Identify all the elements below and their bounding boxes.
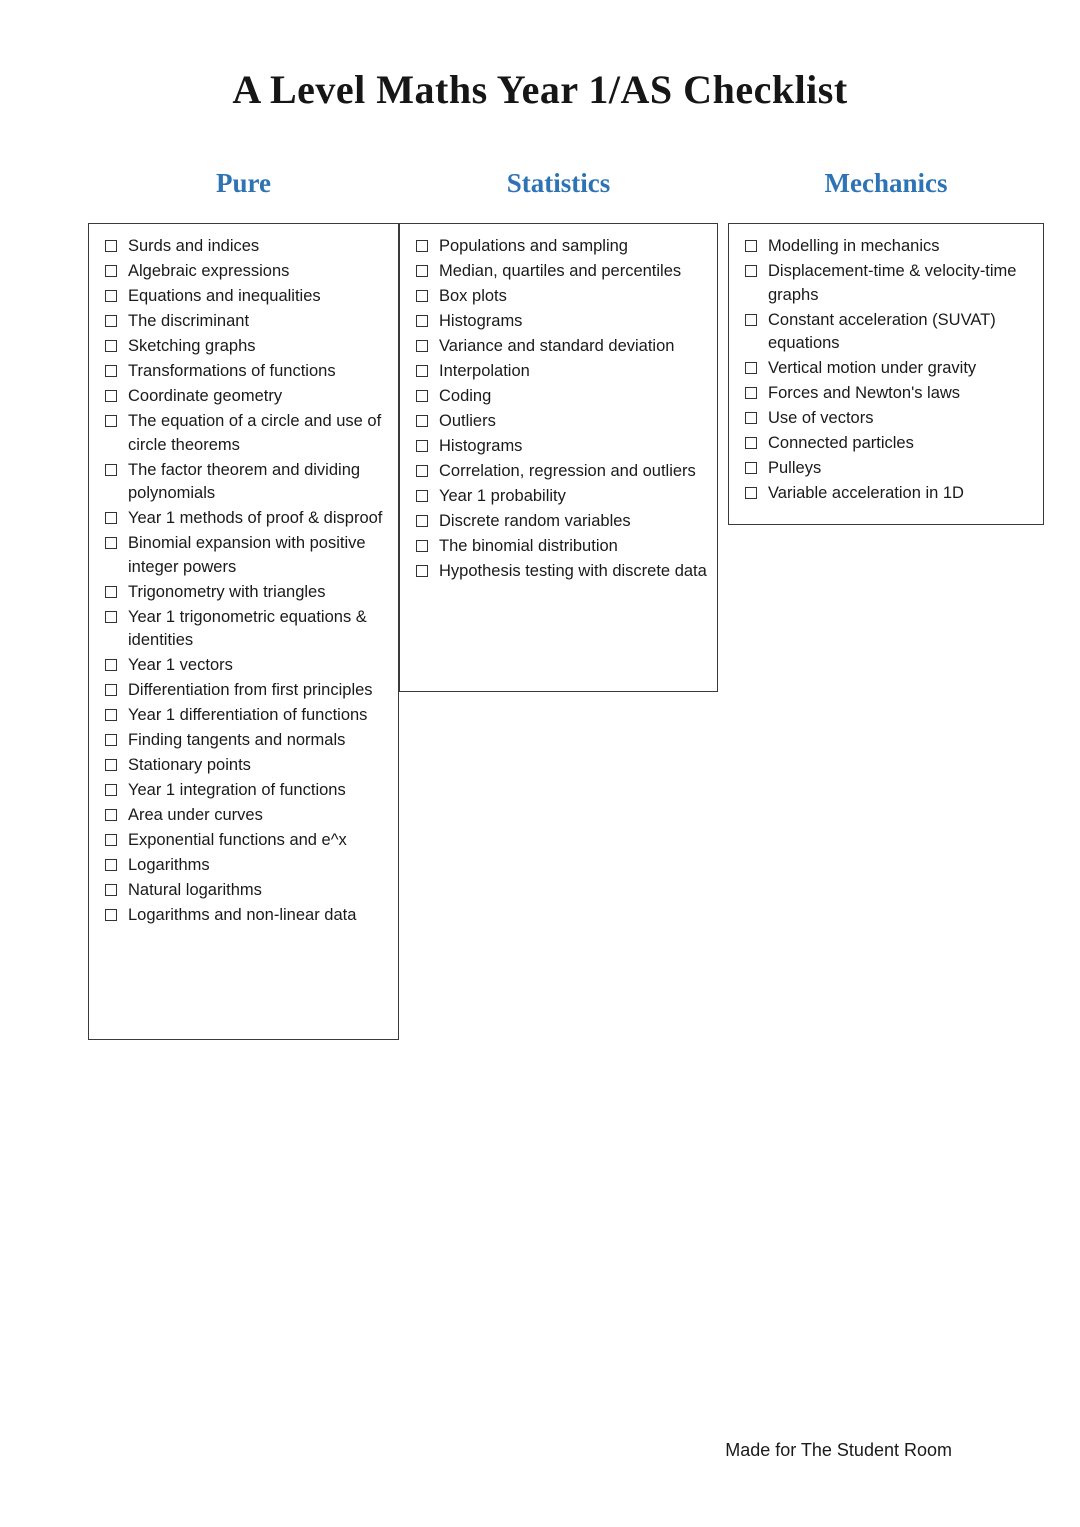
checklist-item [104, 804, 393, 828]
checklist-item [104, 854, 393, 878]
checklist-item [744, 482, 1038, 506]
checklist-item-label: Year 1 probability [439, 487, 566, 505]
column-header-statistics: Statistics [506, 168, 611, 198]
checklist-item-label: Coordinate geometry [128, 387, 283, 405]
checklist-item-label: The binomial distribution [439, 537, 618, 555]
checkbox-icon[interactable] [105, 537, 117, 549]
checklist-item-label: Year 1 integration of functions [128, 781, 346, 799]
checkbox-icon[interactable] [416, 390, 428, 402]
checklist-item [744, 357, 1038, 381]
mechanics-checklist-box [728, 223, 1044, 525]
checkbox-icon[interactable] [105, 759, 117, 771]
checklist-item [104, 754, 393, 778]
checklist-item-label: Algebraic expressions [128, 262, 290, 280]
checklist-item-label: Connected particles [768, 434, 914, 452]
statistics-checklist-box [399, 223, 718, 692]
checklist-item [104, 235, 393, 259]
checkbox-icon[interactable] [416, 465, 428, 477]
checklist-item-label: The factor theorem and dividing polynomials [128, 460, 361, 502]
checklist-item [104, 360, 393, 384]
checklist-item [104, 410, 393, 457]
checklist-item-label: Logarithms and non-linear data [128, 906, 357, 924]
checklist-item [104, 654, 393, 678]
checklist-item-label: Variable acceleration in 1D [768, 484, 964, 502]
checkbox-icon[interactable] [745, 412, 757, 424]
checkbox-icon[interactable] [745, 314, 757, 326]
checkbox-icon[interactable] [416, 265, 428, 277]
column-header-pure: Pure [216, 168, 271, 198]
checklist-item [415, 560, 712, 584]
checklist-item-label: Use of vectors [768, 409, 874, 427]
checkbox-icon[interactable] [745, 487, 757, 499]
checklist-item [415, 510, 712, 534]
checkbox-icon[interactable] [105, 909, 117, 921]
checklist-item [104, 532, 393, 579]
pure-checklist-box [88, 223, 399, 1040]
checklist-item [104, 606, 393, 653]
checkbox-icon[interactable] [416, 240, 428, 252]
checklist-item-label: Area under curves [128, 806, 263, 824]
checklist-item-label: Box plots [439, 287, 507, 305]
checklist-item [415, 260, 712, 284]
checkbox-icon[interactable] [745, 265, 757, 277]
checklist-item-label: The discriminant [128, 312, 250, 330]
checkbox-icon[interactable] [416, 565, 428, 577]
checklist-item-label: Natural logarithms [128, 881, 262, 899]
checkbox-icon[interactable] [105, 834, 117, 846]
checklist-item [104, 310, 393, 334]
checkbox-icon[interactable] [105, 611, 117, 623]
checklist-item-label: Transformations of functions [128, 362, 336, 380]
checkbox-icon[interactable] [745, 387, 757, 399]
checklist-item-label: Discrete random variables [439, 512, 631, 530]
checkbox-icon[interactable] [416, 515, 428, 527]
checkbox-icon[interactable] [105, 340, 117, 352]
checklist-item-label: Differentiation from first principles [128, 681, 373, 699]
checklist-item [744, 235, 1038, 259]
checkbox-icon[interactable] [416, 440, 428, 452]
checklist-item-label: Finding tangents and normals [128, 731, 346, 749]
checkbox-icon[interactable] [745, 240, 757, 252]
checklist-item-label: Modelling in mechanics [768, 237, 940, 255]
checklist-item-label: Pulleys [768, 459, 822, 477]
checkbox-icon[interactable] [416, 540, 428, 552]
checklist-item-label: Interpolation [439, 362, 530, 380]
footer-credit: Made for The Student Room [725, 1440, 952, 1460]
checklist-item [415, 485, 712, 509]
checklist-item-label: Stationary points [128, 756, 251, 774]
checkbox-icon[interactable] [105, 365, 117, 377]
checklist-item-label: Coding [439, 387, 492, 405]
checkbox-icon[interactable] [105, 315, 117, 327]
checkbox-icon[interactable] [105, 265, 117, 277]
checklist-item-label: Variance and standard deviation [439, 337, 675, 355]
checkbox-icon[interactable] [105, 464, 117, 476]
checklist-item [415, 385, 712, 409]
checklist-item [415, 435, 712, 459]
checklist-item-label: Logarithms [128, 856, 210, 874]
checklist-item-label: Forces and Newton's laws [768, 384, 961, 402]
checklist-item [415, 360, 712, 384]
checkbox-icon[interactable] [745, 462, 757, 474]
checklist-item-label: Exponential functions and e^x [128, 831, 347, 849]
checklist-item-label: The equation of a circle and use of circle theorems [128, 412, 382, 454]
checklist-item [744, 432, 1038, 456]
checklist-item-label: Displacement-time & velocity-time graphs [768, 262, 1017, 304]
checklist-item [415, 235, 712, 259]
page-title: A Level Maths Year 1/AS Checklist [232, 67, 848, 112]
checklist-item-label: Equations and inequalities [128, 287, 321, 305]
checklist-item-label: Trigonometry with triangles [128, 582, 326, 601]
checkbox-icon[interactable] [105, 586, 117, 598]
checklist-item-label: Sketching graphs [128, 337, 256, 355]
checkbox-icon[interactable] [416, 365, 428, 377]
checkbox-icon[interactable] [416, 315, 428, 327]
checkbox-icon[interactable] [745, 362, 757, 374]
checklist-item [744, 407, 1038, 431]
checklist-item [415, 535, 712, 559]
checkbox-icon[interactable] [105, 884, 117, 896]
checklist-item [104, 581, 393, 605]
checklist-item [104, 904, 393, 928]
checklist-item-label: Histograms [439, 437, 523, 455]
checklist-item [104, 507, 393, 531]
checkbox-icon[interactable] [105, 684, 117, 696]
checklist-item-label: Outliers [439, 412, 496, 430]
checkbox-icon[interactable] [105, 390, 117, 402]
checklist-item [104, 779, 393, 803]
checklist-item-label: Hypothesis testing with discrete data [439, 562, 707, 580]
checkbox-icon[interactable] [105, 734, 117, 746]
checklist-item [104, 285, 393, 309]
checklist-item [415, 285, 712, 309]
column-header-mechanics: Mechanics [824, 168, 948, 198]
checklist-item [104, 679, 393, 703]
checklist-item [104, 260, 393, 284]
checklist-item [415, 310, 712, 334]
checklist-item [415, 335, 712, 359]
checkbox-icon[interactable] [105, 659, 117, 671]
checkbox-icon[interactable] [105, 290, 117, 302]
checklist-item [744, 309, 1038, 356]
checkbox-icon[interactable] [416, 490, 428, 502]
checkbox-icon[interactable] [416, 290, 428, 302]
checkbox-icon[interactable] [745, 437, 757, 449]
checklist-item-label: Populations and sampling [439, 237, 628, 255]
checkbox-icon[interactable] [105, 709, 117, 721]
checklist-item-label: Year 1 differentiation of functions [128, 706, 368, 724]
checkbox-icon[interactable] [105, 784, 117, 796]
checklist-item-label: Surds and indices [128, 237, 260, 255]
checklist-item [104, 385, 393, 409]
checklist-item-label: Vertical motion under gravity [768, 359, 977, 377]
checklist-item-label: Median, quartiles and percentiles [439, 262, 682, 280]
checkbox-icon[interactable] [416, 415, 428, 427]
checklist-item [744, 382, 1038, 406]
checkbox-icon[interactable] [105, 240, 117, 252]
checklist-item-label: Year 1 methods of proof & disproof [128, 509, 383, 527]
checklist-item [104, 879, 393, 903]
checkbox-icon[interactable] [105, 512, 117, 524]
checklist-item-label: Binomial expansion with positive integer powers [128, 534, 366, 576]
checklist-item [104, 704, 393, 728]
checkbox-icon[interactable] [105, 415, 117, 427]
checkbox-icon[interactable] [105, 809, 117, 821]
checkbox-icon[interactable] [416, 340, 428, 352]
checklist-item-label: Histograms [439, 312, 523, 330]
checklist-item [104, 459, 393, 506]
checklist-item-label: Correlation, regression and outliers [439, 462, 696, 480]
checklist-item [744, 260, 1038, 307]
checklist-item [104, 729, 393, 753]
checklist-item [104, 335, 393, 359]
checklist-item-label: Year 1 vectors [128, 656, 233, 674]
checklist-item [415, 460, 712, 484]
checklist-item [744, 457, 1038, 481]
checklist-item [415, 410, 712, 434]
checklist-item [104, 829, 393, 853]
checkbox-icon[interactable] [105, 859, 117, 871]
checklist-item-label: Year 1 trigonometric equations & identities [128, 607, 367, 649]
checklist-item-label: Constant acceleration (SUVAT) equations [768, 310, 996, 352]
